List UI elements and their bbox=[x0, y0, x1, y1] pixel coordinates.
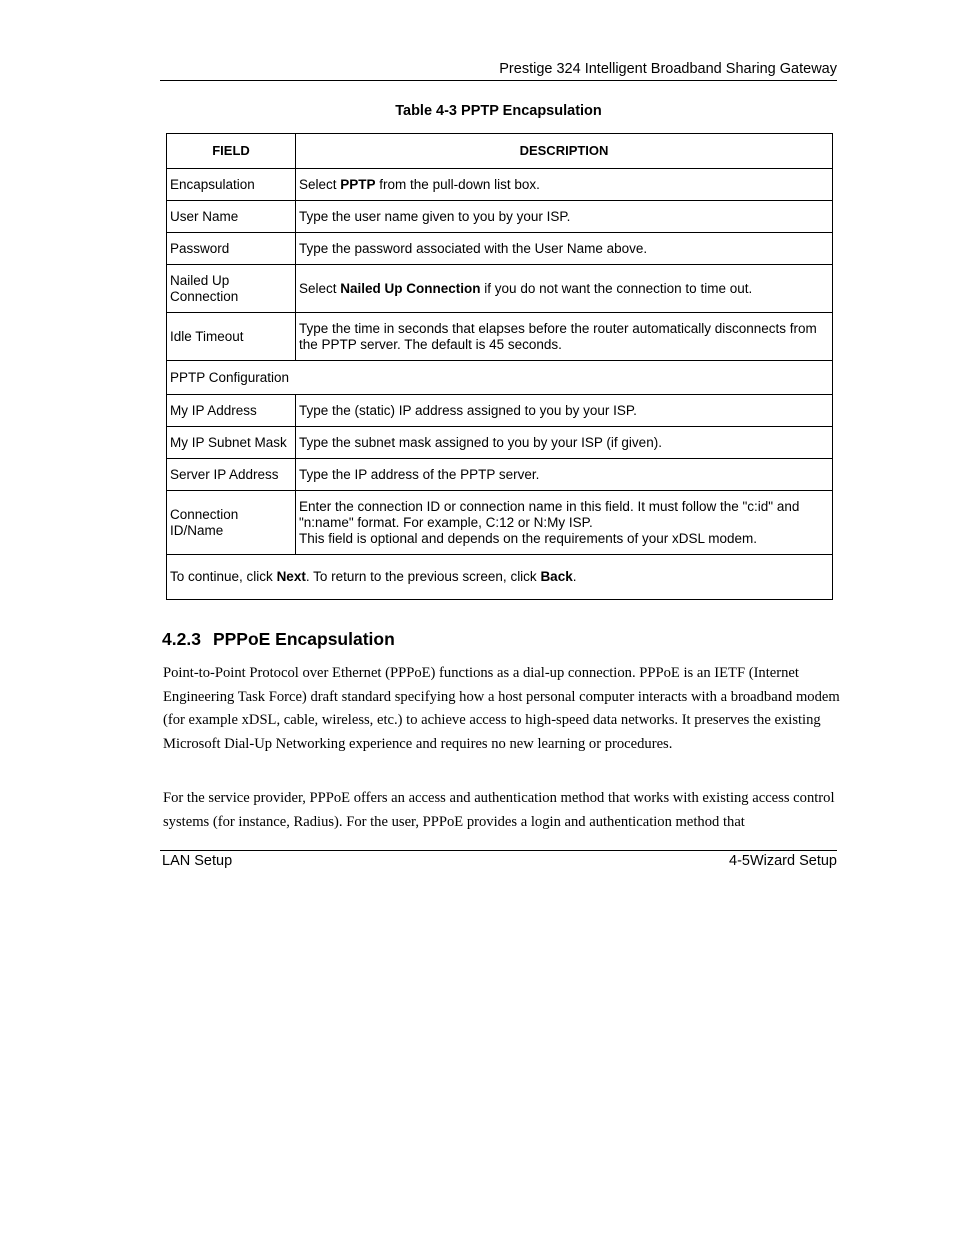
field-cell: Idle Timeout bbox=[167, 313, 296, 361]
section-title: PPPoE Encapsulation bbox=[212, 629, 395, 649]
description-cell: Type the password associated with the User Name above. bbox=[296, 233, 833, 265]
table-row bbox=[167, 233, 833, 265]
description-cell: Select Nailed Up Connection if you do not want the connection to time out. bbox=[296, 265, 833, 313]
section-heading bbox=[162, 629, 395, 650]
column-header-description: DESCRIPTION bbox=[296, 134, 833, 169]
page-footer bbox=[160, 850, 837, 875]
pptp-encapsulation-table bbox=[166, 133, 833, 600]
field-cell: My IP Address bbox=[167, 395, 296, 427]
table-row bbox=[167, 265, 833, 313]
table-row bbox=[167, 395, 833, 427]
description-cell: Type the user name given to you by your ISP. bbox=[296, 201, 833, 233]
field-cell: Server IP Address bbox=[167, 459, 296, 491]
field-cell: User Name bbox=[167, 201, 296, 233]
body-paragraph: Point-to-Point Protocol over Ethernet (PPPoE) functions as a dial-up connection. PPPoE is an IETF (Internet Engineering Task Force) draft standard specifying how a host personal computer interacts with a broadband modem (for example xDSL, cable, wireless, etc.) to achieve access to high-speed data networks. It preserves the existing Microsoft Dial-Up Networking experience and requires no new learning or procedures. bbox=[163, 665, 840, 752]
description-cell: Type the subnet mask assigned to you by your ISP (if given). bbox=[296, 427, 833, 459]
footer-chapter: LAN Setup bbox=[162, 853, 233, 869]
table-row bbox=[167, 459, 833, 491]
table-caption: Table 4-3 PPTP Encapsulation bbox=[395, 103, 602, 119]
description-cell: Type the (static) IP address assigned to you by your ISP. bbox=[296, 395, 833, 427]
field-cell: My IP Subnet Mask bbox=[167, 427, 296, 459]
back-keyword: Back bbox=[540, 569, 573, 584]
description-cell: Type the time in seconds that elapses before the router automatically disconnects from the PPTP server. The default is 45 seconds. bbox=[296, 313, 833, 361]
table-row bbox=[167, 169, 833, 201]
table-row bbox=[167, 201, 833, 233]
table-row bbox=[167, 427, 833, 459]
table-footer-note: To continue, click Next. To return to the previous screen, click Back. bbox=[167, 555, 833, 600]
footer-page-number: 4-5Wizard Setup bbox=[729, 853, 837, 869]
field-cell: Password bbox=[167, 233, 296, 265]
body-paragraph: For the service provider, PPPoE offers an access and authentication method that works with existing access control systems (for instance, Radius). For the user, PPPoE provides a login and authentication method that bbox=[163, 790, 835, 830]
next-keyword: Next bbox=[276, 569, 306, 584]
description-cell: Select PPTP from the pull-down list box. bbox=[296, 169, 833, 201]
section-cell: PPTP Configuration bbox=[167, 361, 833, 395]
table-section-row bbox=[167, 361, 833, 395]
table-header-row bbox=[167, 134, 833, 169]
description-cell: Enter the connection ID or connection name in this field. It must follow the "c:id" and "n:name" format. For example, C:12 or N:My ISP. This field is optional and depends on the requirements of your xDSL modem. bbox=[296, 491, 833, 555]
table-footer-row bbox=[167, 555, 833, 600]
column-header-field: FIELD bbox=[167, 134, 296, 169]
table-row bbox=[167, 313, 833, 361]
page-header bbox=[160, 60, 837, 81]
field-cell: Connection ID/Name bbox=[167, 491, 296, 555]
header-title: Prestige 324 Intelligent Broadband Sharing Gateway bbox=[499, 61, 837, 77]
table-row bbox=[167, 491, 833, 555]
field-cell: Encapsulation bbox=[167, 169, 296, 201]
description-cell: Type the IP address of the PPTP server. bbox=[296, 459, 833, 491]
section-number: 4.2.3 bbox=[162, 629, 201, 649]
field-cell: Nailed Up Connection bbox=[167, 265, 296, 313]
